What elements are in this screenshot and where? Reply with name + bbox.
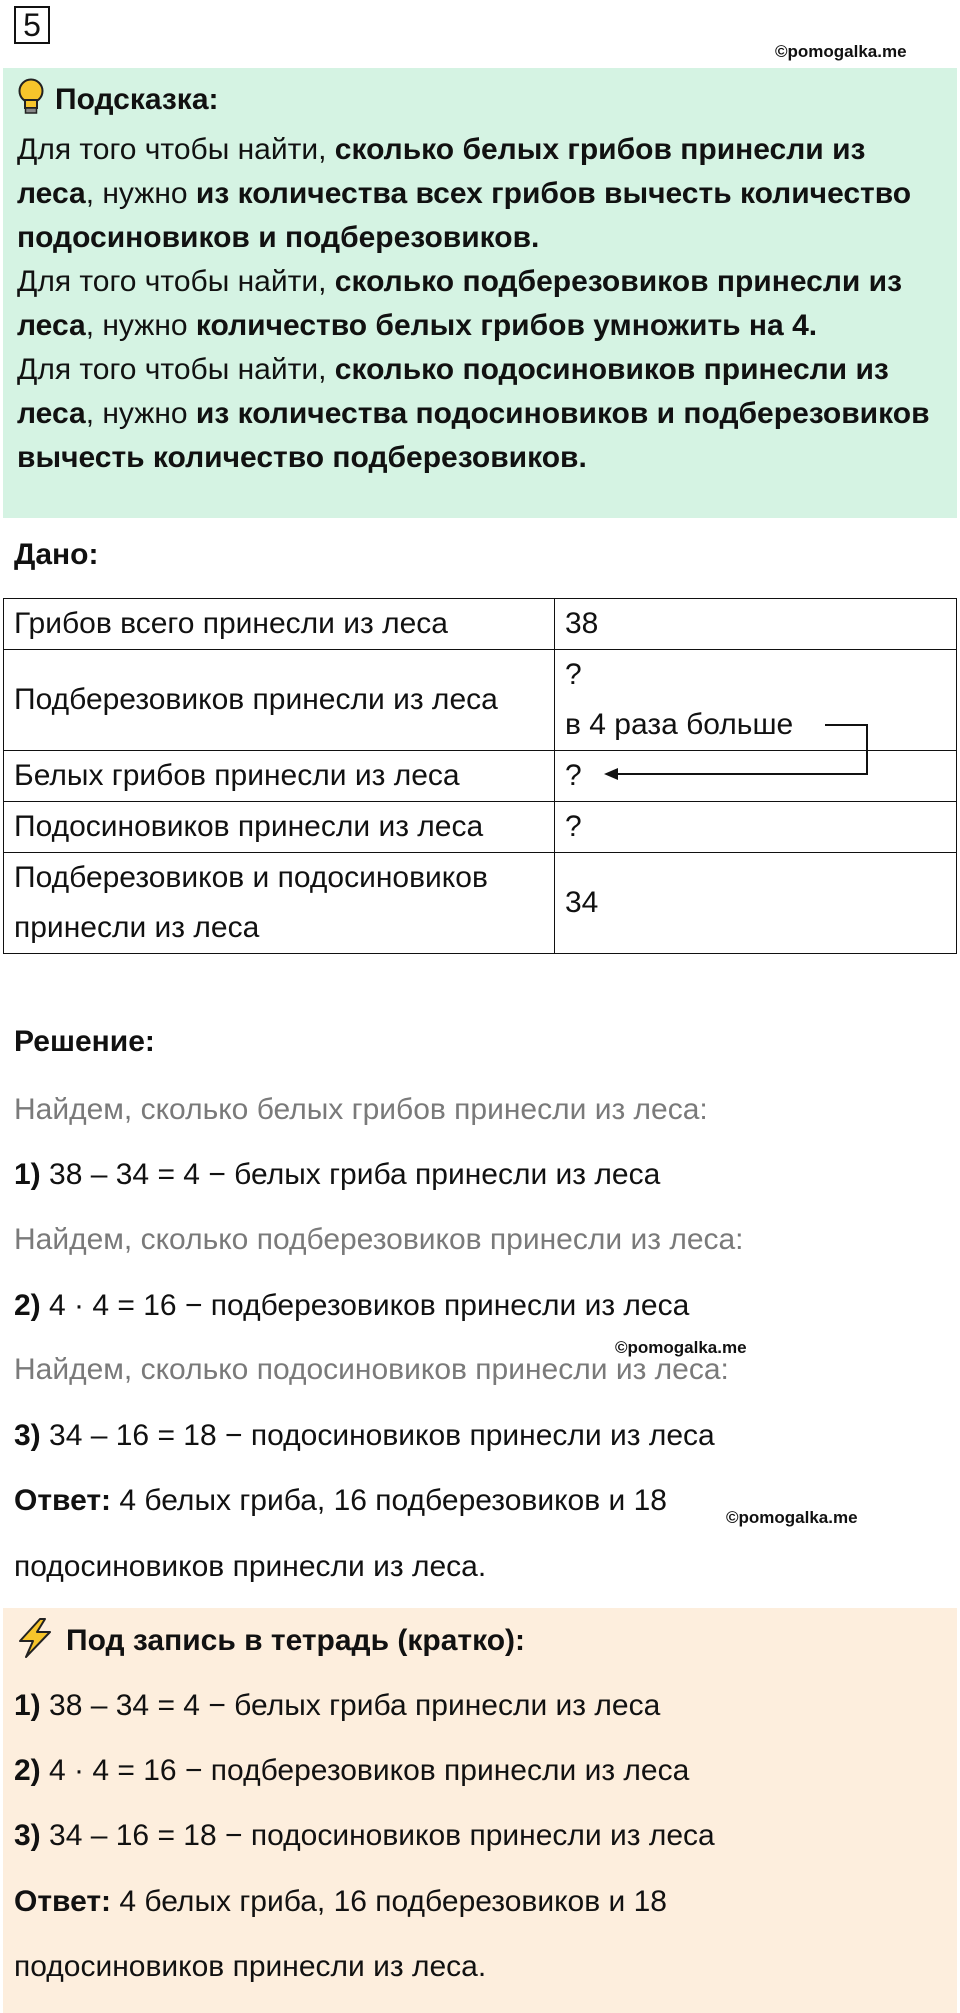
step-text: 34 – 16 = 18 − подосиновиков принесли из леса bbox=[40, 1819, 715, 1852]
watermark-middle: ©pomogalka.me bbox=[615, 1338, 747, 1357]
answer-text: 4 белых гриба, 16 подберезовиков и 18 bbox=[111, 1484, 667, 1517]
hint-paragraph bbox=[17, 260, 947, 348]
solution-hint-1: Найдем, сколько белых грибов принесли из леса: bbox=[14, 1093, 708, 1126]
given-value: ? bbox=[555, 802, 957, 853]
step-text: 4 · 4 = 16 − подберезовиков принесли из леса bbox=[40, 1289, 690, 1322]
hint-bold-run: сколько подберезовиков принесли из леса bbox=[17, 265, 903, 342]
given-table bbox=[3, 598, 957, 954]
table-row bbox=[4, 802, 957, 853]
table-row bbox=[4, 599, 957, 650]
solution-step-1 bbox=[14, 1155, 660, 1195]
lightning-icon bbox=[14, 1617, 56, 1664]
step-number: 1) bbox=[14, 1689, 41, 1722]
hint-text bbox=[17, 128, 947, 480]
solution-step-2 bbox=[14, 1286, 689, 1326]
given-title: Дано: bbox=[14, 538, 99, 571]
step-number: 2) bbox=[14, 1289, 41, 1322]
step-number: 1) bbox=[14, 1158, 41, 1191]
table-row bbox=[4, 751, 957, 802]
hint-bold-run: сколько белых грибов принесли из леса bbox=[17, 133, 866, 210]
answer-label: Ответ: bbox=[14, 1484, 112, 1517]
step-text: 34 – 16 = 18 − подосиновиков принесли из леса bbox=[40, 1419, 715, 1452]
solution-hint-2: Найдем, сколько подберезовиков принесли из леса: bbox=[14, 1223, 744, 1256]
lightbulb-icon bbox=[17, 78, 45, 121]
given-value-cell bbox=[555, 650, 957, 751]
solution-answer-cont: подосиновиков принесли из леса. bbox=[14, 1550, 487, 1583]
hint-run: , нужно bbox=[85, 309, 196, 342]
answer-label: Ответ: bbox=[14, 1885, 112, 1918]
hint-paragraph bbox=[17, 128, 947, 260]
notebook-step-1 bbox=[14, 1686, 660, 1726]
table-row bbox=[4, 650, 957, 751]
watermark-bottom: ©pomogalka.me bbox=[726, 1508, 858, 1527]
watermark-top: ©pomogalka.me bbox=[775, 42, 907, 61]
given-label: Белых грибов принесли из леса bbox=[4, 751, 555, 802]
given-label: Грибов всего принесли из леса bbox=[4, 599, 555, 650]
hint-run: , нужно bbox=[85, 397, 196, 430]
given-label: Подосиновиков принесли из леса bbox=[4, 802, 555, 853]
given-label: Подберезовиков принесли из леса bbox=[4, 650, 555, 751]
answer-text: 4 белых гриба, 16 подберезовиков и 18 bbox=[111, 1885, 667, 1918]
step-number: 3) bbox=[14, 1819, 41, 1852]
hint-run: Для того чтобы найти, bbox=[17, 265, 335, 298]
solution-hint-3: Найдем, сколько подосиновиков принесли из леса: bbox=[14, 1353, 729, 1386]
hint-title: Подсказка: bbox=[55, 82, 219, 116]
hint-box bbox=[3, 68, 957, 518]
step-text: 38 – 34 = 4 − белых гриба принесли из леса bbox=[40, 1158, 661, 1191]
hint-header bbox=[17, 78, 219, 121]
step-number: 2) bbox=[14, 1754, 41, 1787]
task-number: 5 bbox=[14, 6, 50, 44]
given-value: ? bbox=[565, 658, 582, 691]
hint-run: Для того чтобы найти, bbox=[17, 353, 335, 386]
notebook-answer-cont: подосиновиков принесли из леса. bbox=[14, 1950, 487, 1983]
solution-step-3 bbox=[14, 1416, 715, 1456]
given-value: 34 bbox=[555, 853, 957, 954]
hint-run: , нужно bbox=[85, 177, 196, 210]
step-number: 3) bbox=[14, 1419, 41, 1452]
step-text: 4 · 4 = 16 − подберезовиков принесли из леса bbox=[40, 1754, 690, 1787]
hint-bold-run: из количества подосиновиков и подберезовиков вычесть количество подберезовиков. bbox=[17, 397, 930, 474]
notebook-step-3 bbox=[14, 1816, 715, 1856]
hint-paragraph bbox=[17, 348, 947, 480]
table-row bbox=[4, 853, 957, 954]
notebook-header bbox=[14, 1617, 525, 1664]
solution-title: Решение: bbox=[14, 1025, 155, 1058]
solution-answer bbox=[14, 1481, 667, 1521]
hint-bold-run: сколько подосиновиков принесли из леса bbox=[17, 353, 889, 430]
step-text: 38 – 34 = 4 − белых гриба принесли из леса bbox=[40, 1689, 661, 1722]
notebook-answer bbox=[14, 1882, 667, 1922]
given-value: 38 bbox=[555, 599, 957, 650]
given-label: Подберезовиков и подосиновиков принесли из леса bbox=[4, 853, 555, 954]
hint-bold-run: из количества всех грибов вычесть количество подосиновиков и подберезовиков. bbox=[17, 177, 912, 254]
given-value: ? bbox=[555, 751, 957, 802]
given-relation: в 4 раза больше bbox=[565, 708, 794, 741]
notebook-step-2 bbox=[14, 1751, 689, 1791]
hint-run: Для того чтобы найти, bbox=[17, 133, 335, 166]
hint-bold-run: количество белых грибов умножить на 4. bbox=[195, 309, 818, 342]
notebook-title: Под запись в тетрадь (кратко): bbox=[66, 1623, 526, 1657]
